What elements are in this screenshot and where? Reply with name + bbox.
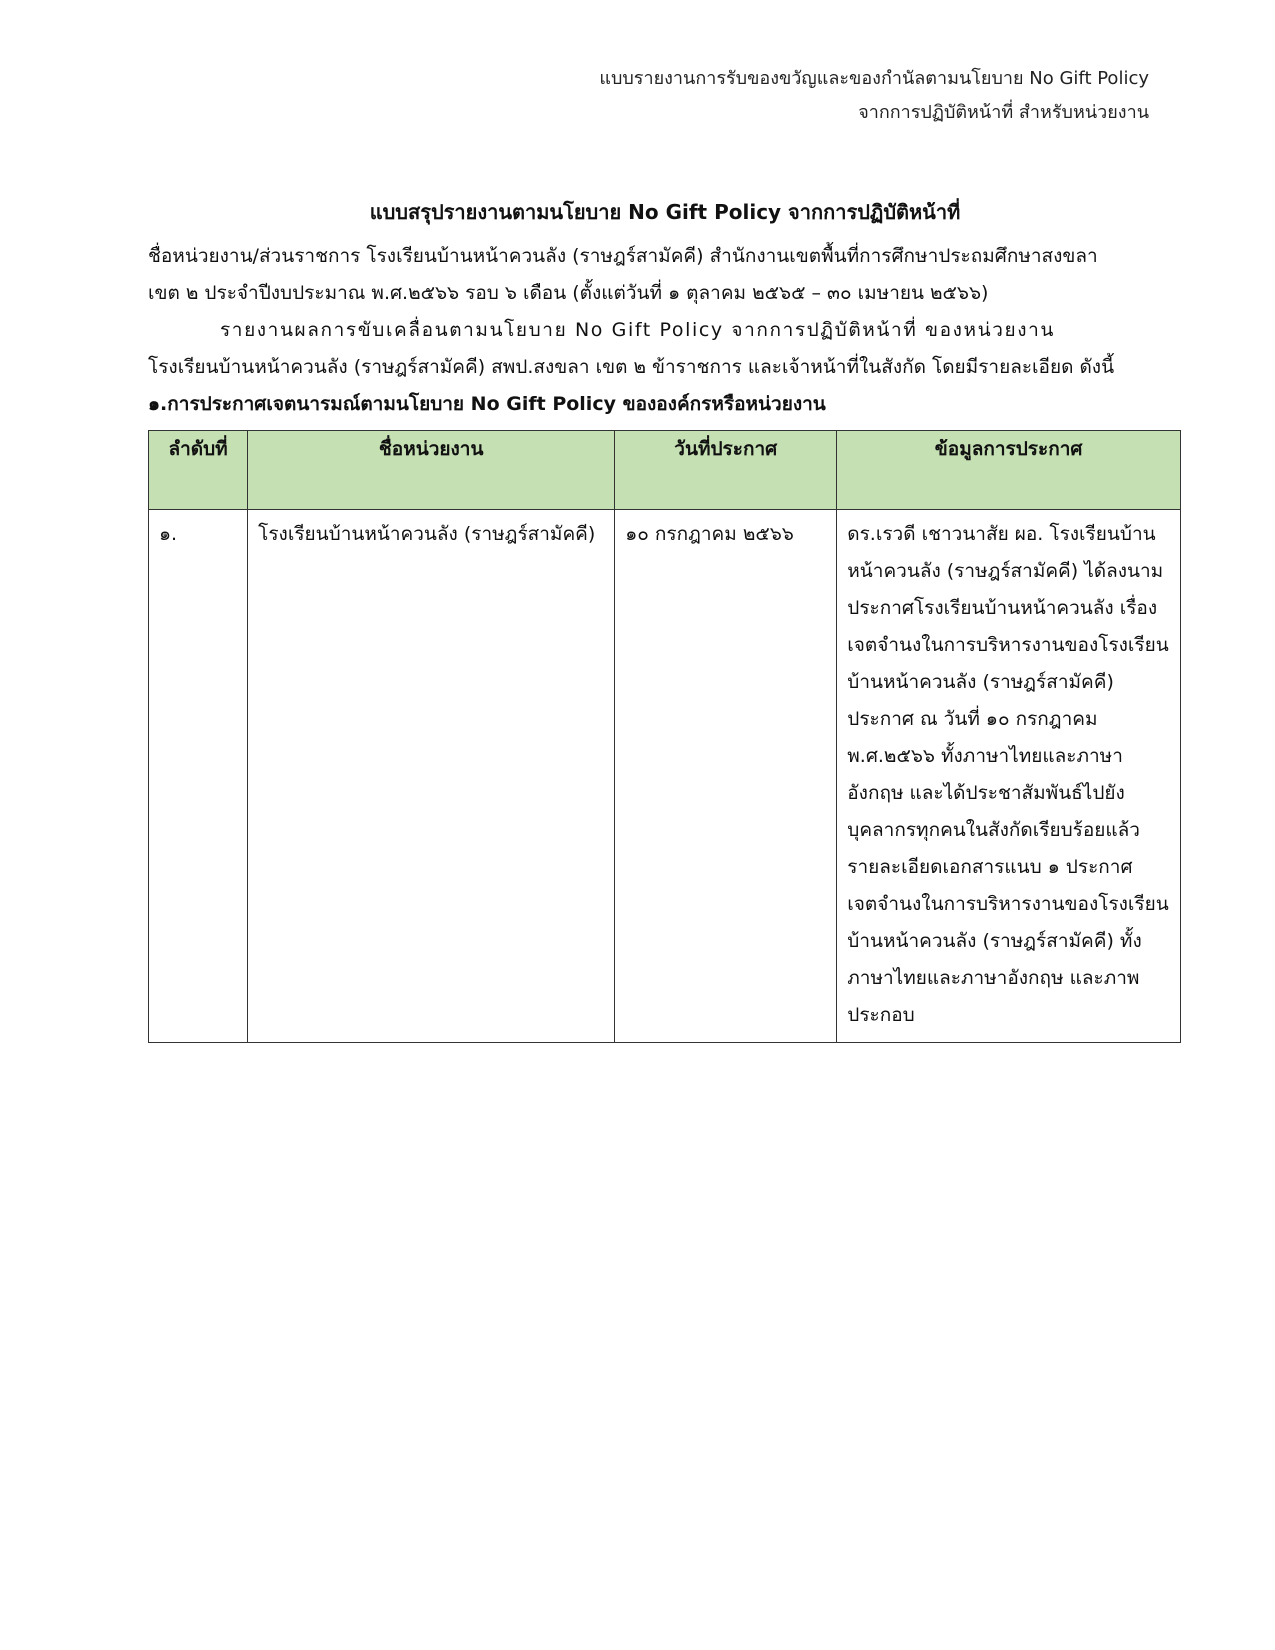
document-title: แบบสรุปรายงานตามนโยบาย No Gift Policy จากการปฏิบัติหน้าที่ xyxy=(369,200,961,224)
table-row xyxy=(149,510,1181,1043)
intro-line-1: ชื่อหน่วยงาน/ส่วนราชการ โรงเรียนบ้านหน้าควนลัง (ราษฎร์สามัคคี) สำนักงานเขตพื้นที่การศึกษาประถมศึกษาสงขลา xyxy=(148,245,1098,267)
section-1-heading: ๑.การประกาศเจตนารมณ์ตามนโยบาย No Gift Policy ขององค์กรหรือหน่วยงาน xyxy=(148,393,826,415)
cell-unit-name: โรงเรียนบ้านหน้าควนลัง (ราษฎร์สามัคคี) xyxy=(248,510,615,1043)
announcement-table xyxy=(148,430,1181,1043)
intro-paragraph xyxy=(148,238,1148,423)
cell-announce-info: ดร.เรวดี เชาวนาสัย ผอ. โรงเรียนบ้านหน้าควนลัง (ราษฎร์สามัคคี) ได้ลงนามประกาศโรงเรียนบ้านหน้าควนลัง เรื่อง เจตจำนงในการบริหารงานของโรงเรียนบ้านหน้าควนลัง (ราษฎร์สามัคคี) ประกาศ ณ วันที่ ๑๐ กรกฎาคม พ.ศ.๒๕๖๖ ทั้งภาษาไทยและภาษาอังกฤษ และได้ประชาสัมพันธ์ไปยังบุคลากรทุกคนในสังกัดเรียบร้อยแล้ว รายละเอียดเอกสารแนบ ๑ ประกาศเจตจำนงในการบริหารงานของโรงเรียนบ้านหน้าควนลัง (ราษฎร์สามัคคี) ทั้งภาษาไทยและภาษาอังกฤษ และภาพประกอบ xyxy=(837,510,1181,1043)
intro-line-4: โรงเรียนบ้านหน้าควนลัง (ราษฎร์สามัคคี) สพป.สงขลา เขต ๒ ข้าราชการ และเจ้าหน้าที่ในสังกัด โดยมีรายละเอียด ดังนี้ xyxy=(148,356,1115,378)
header-line-2: จากการปฏิบัติหน้าที่ สำหรับหน่วยงาน xyxy=(858,102,1149,123)
intro-line-3: รายงานผลการขับเคลื่อนตามนโยบาย No Gift Policy จากการปฏิบัติหน้าที่ ของหน่วยงาน xyxy=(220,319,1055,341)
header-line-1: แบบรายงานการรับของขวัญและของกำนัลตามนโยบาย No Gift Policy xyxy=(599,68,1149,89)
header-unit-name: ชื่อหน่วยงาน xyxy=(248,431,615,510)
cell-no: ๑. xyxy=(149,510,248,1043)
table-header-row xyxy=(149,431,1181,510)
intro-line-2: เขต ๒ ประจำปีงบประมาณ พ.ศ.๒๕๖๖ รอบ ๖ เดือน (ตั้งแต่วันที่ ๑ ตุลาคม ๒๕๖๕ – ๓๐ เมษายน ๒๕๖๖) xyxy=(148,282,989,304)
header-announce-date: วันที่ประกาศ xyxy=(615,431,837,510)
header-announce-info: ข้อมูลการประกาศ xyxy=(837,431,1181,510)
cell-announce-date: ๑๐ กรกฎาคม ๒๕๖๖ xyxy=(615,510,837,1043)
page-header xyxy=(599,62,1149,130)
header-no: ลำดับที่ xyxy=(149,431,248,510)
